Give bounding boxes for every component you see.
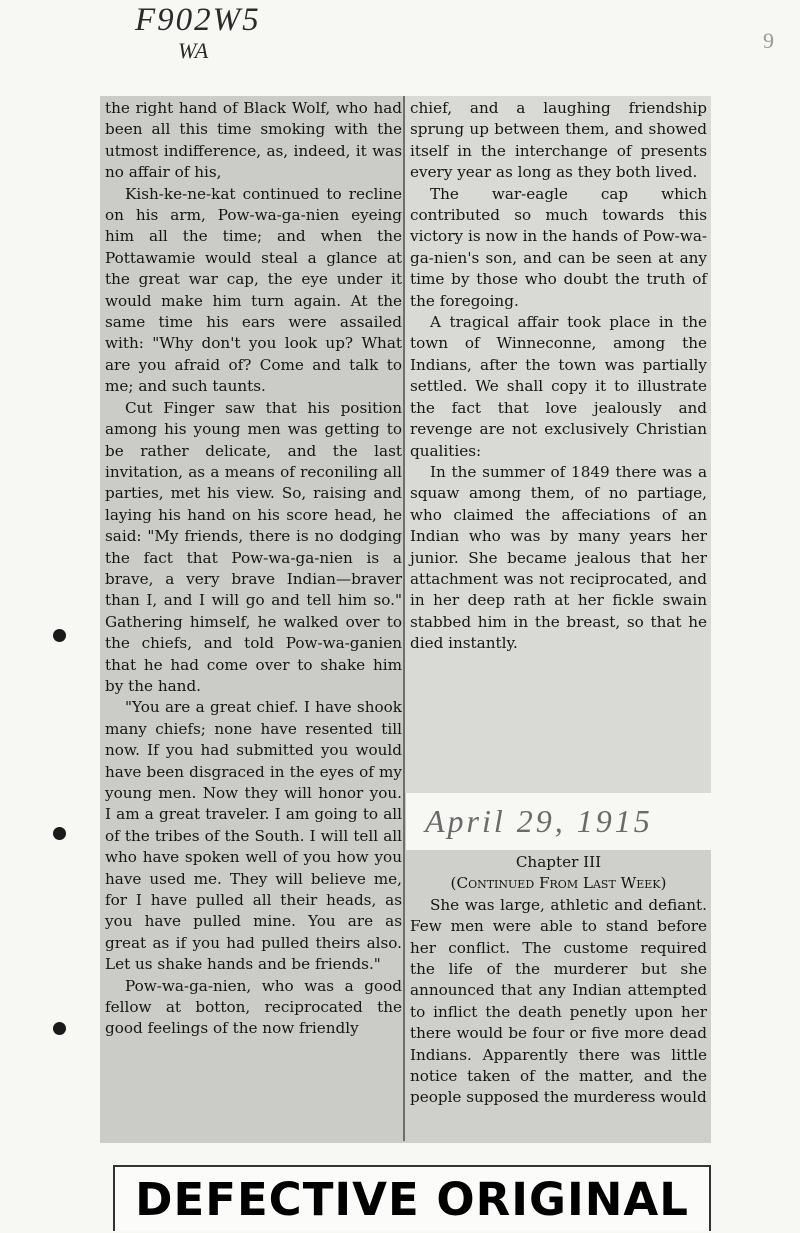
paragraph: the right hand of Black Wolf, who had been all this time smoking with the utmost indifference, as, indeed, it was no affair of his, bbox=[105, 99, 402, 182]
paragraph: Cut Finger saw that his position among his young men was getting to be rather delicate, and the last invitation, as a means of reconiling all parties, met his view. So, raising and laying his hand on his score head, he said: "My friends, there is no dodging the fact that Pow-wa-ga-nien is a brave, a very brave Indian—braver than I, and I will go and tell him so." Gathering himself, he walked over to the chiefs, and told Pow-wa-ganien that he had come over to shake him by the hand. bbox=[105, 398, 402, 695]
paragraph: The war-eagle cap which contributed so much towards this victory is now in the hands of Pow-wa-ga-nien's son, and can be seen at any time by those who doubt the truth of the foregoing. bbox=[410, 184, 707, 310]
article-right-column-top bbox=[405, 96, 711, 793]
page-number: 9 bbox=[763, 28, 774, 53]
binder-hole-dot bbox=[53, 629, 66, 642]
paragraph: In the summer of 1849 there was a squaw among them, of no partiage, who claimed the affeciations of an Indian who was by many years her junior. She became jealous that her attachment was not reciprocated, and in her deep rath at her fickle swain stabbed him in the breast, so that he died instantly. bbox=[410, 462, 707, 653]
paragraph: She was large, athletic and defiant. Few men were able to stand before her conflict. The custome required the life of the murderer but she announced that any Indian attempted to inflict the death penetly upon her there would be four or five more dead Indians. Apparently there was little notice taken of the matter, and the people supposed the murderess would bbox=[410, 895, 707, 1107]
paragraph: "You are a great chief. I have shook many chiefs; none have resented till now. If you had submitted you would have been disgraced in the eyes of my young men. Now they will honor you. I am a great traveler. I am going to all of the tribes of the South. I will tell all who have spoken well of you how you have used me. They will believe me, for I have pulled all their heads, as you have pulled mine. You are as great as if you had pulled theirs also. Let us shake hands and be friends." bbox=[105, 698, 402, 974]
paragraph: A tragical affair took place in the town of Winneconne, among the Indians, after the town was partially settled. We shall copy it to illustrate the fact that love jealously and revenge are not exclusively Christian qualities: bbox=[410, 313, 707, 460]
binder-hole-dot bbox=[53, 1022, 66, 1035]
article-right-column-bottom bbox=[405, 850, 711, 1143]
paragraph: chief, and a laughing friendship sprung up between them, and showed itself in the interchange of presents every year as long as they both lived. bbox=[410, 99, 707, 182]
continued-note: (Continued From Last Week) bbox=[450, 874, 667, 893]
defective-original-banner: DEFECTIVE ORIGINAL bbox=[113, 1165, 711, 1231]
handwritten-date: April 29, 1915 bbox=[425, 803, 653, 839]
handwritten-reference-code: F902W5 bbox=[135, 2, 261, 38]
binder-hole-dot bbox=[53, 827, 66, 840]
article-left-column bbox=[100, 96, 406, 1143]
handwritten-reference-sub: WA bbox=[178, 38, 209, 63]
paragraph: Kish-ke-ne-kat continued to recline on his arm, Pow-wa-ga-nien eyeing him all the time; and when the Pottawamie would steal a glance at the great war cap, the eye under it would make him turn again. At the same time his ears were assailed with: "Why don't you look up? What are you afraid of? Come and talk to me; and such taunts. bbox=[105, 184, 402, 396]
chapter-heading: Chapter III bbox=[515, 853, 602, 871]
paragraph: Pow-wa-ga-nien, who was a good fellow at botton, reciprocated the good feelings of the now friendly bbox=[105, 976, 402, 1038]
